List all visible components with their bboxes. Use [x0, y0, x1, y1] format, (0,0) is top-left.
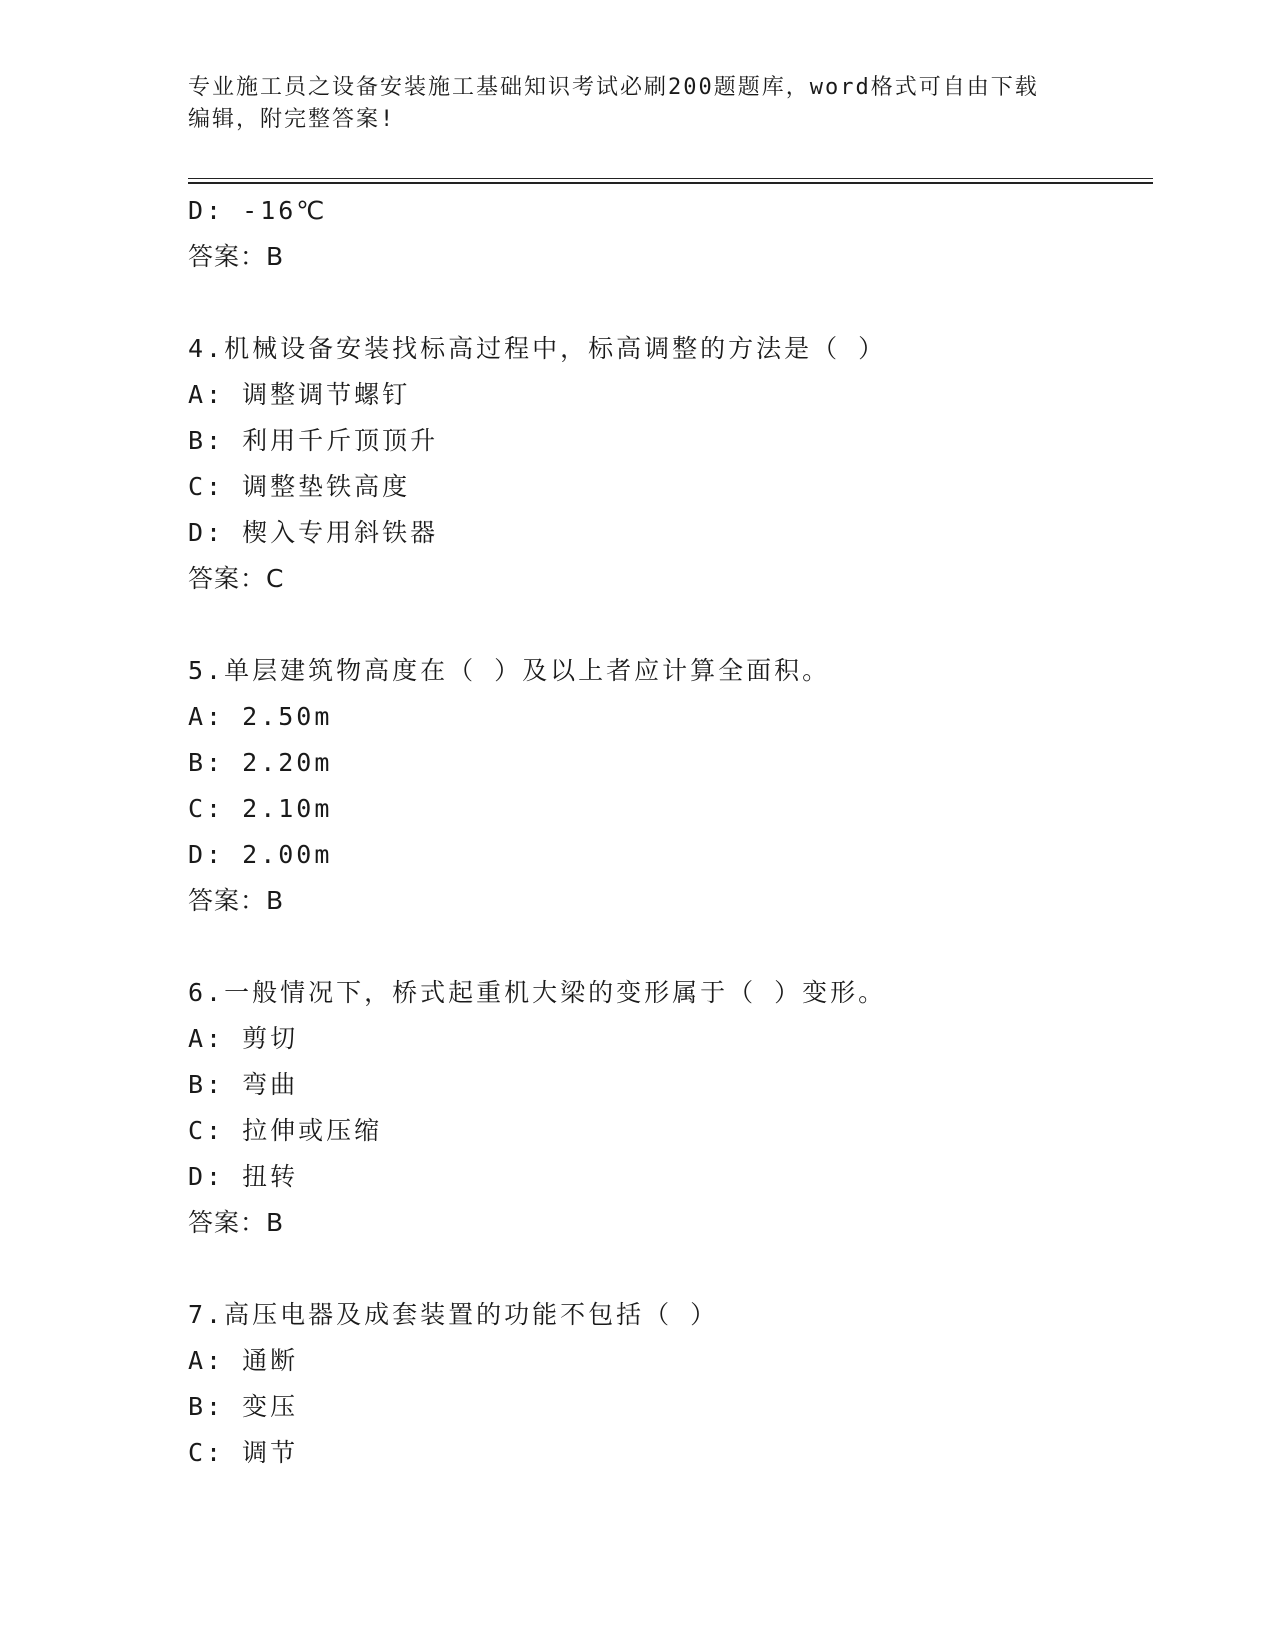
- option-b: B: 2.20m: [188, 748, 333, 777]
- header-divider-top: [188, 178, 1153, 179]
- question-block: [188, 648, 1148, 924]
- question-stem: 4.机械设备安装找标高过程中，标高调整的方法是（ ）: [188, 334, 887, 363]
- header-title-line-2: 编辑，附完整答案!: [188, 107, 396, 132]
- prev-question-option-d: D: -16℃: [188, 196, 328, 225]
- spacer: [188, 924, 1148, 970]
- option-d: D: 2.00m: [188, 840, 333, 869]
- option-a: A: 剪切: [188, 1024, 299, 1053]
- option-d: D: 楔入专用斜铁器: [188, 518, 439, 547]
- option-b: B: 利用千斤顶顶升: [188, 426, 439, 455]
- header-divider-bottom: [188, 182, 1153, 184]
- question-answer: 答案：B: [188, 1208, 285, 1237]
- option-b: B: 弯曲: [188, 1070, 299, 1099]
- option-b: B: 变压: [188, 1392, 299, 1421]
- spacer: [188, 280, 1148, 326]
- question-block: [188, 970, 1148, 1246]
- spacer: [188, 1246, 1148, 1292]
- option-a: A: 2.50m: [188, 702, 333, 731]
- document-header: [188, 72, 1088, 136]
- option-c: C: 调节: [188, 1438, 299, 1467]
- option-d: D: 扭转: [188, 1162, 299, 1191]
- option-a: A: 调整调节螺钉: [188, 380, 411, 409]
- spacer: [188, 602, 1148, 648]
- question-stem: 6.一般情况下，桥式起重机大梁的变形属于（ ）变形。: [188, 978, 887, 1007]
- question-stem: 7.高压电器及成套装置的功能不包括（ ）: [188, 1300, 719, 1329]
- prev-question-answer: 答案：B: [188, 242, 285, 271]
- header-title-line-1: 专业施工员之设备安装施工基础知识考试必刷200题题库，word格式可自由下载: [188, 75, 1039, 100]
- option-c: C: 调整垫铁高度: [188, 472, 411, 501]
- question-answer: 答案：B: [188, 886, 285, 915]
- question-block: [188, 1292, 1148, 1476]
- option-a: A: 通断: [188, 1346, 299, 1375]
- option-c: C: 2.10m: [188, 794, 333, 823]
- question-answer: 答案：C: [188, 564, 285, 593]
- option-c: C: 拉伸或压缩: [188, 1116, 383, 1145]
- question-list: [188, 188, 1148, 1476]
- question-block: [188, 326, 1148, 602]
- question-stem: 5.单层建筑物高度在（ ）及以上者应计算全面积。: [188, 656, 831, 685]
